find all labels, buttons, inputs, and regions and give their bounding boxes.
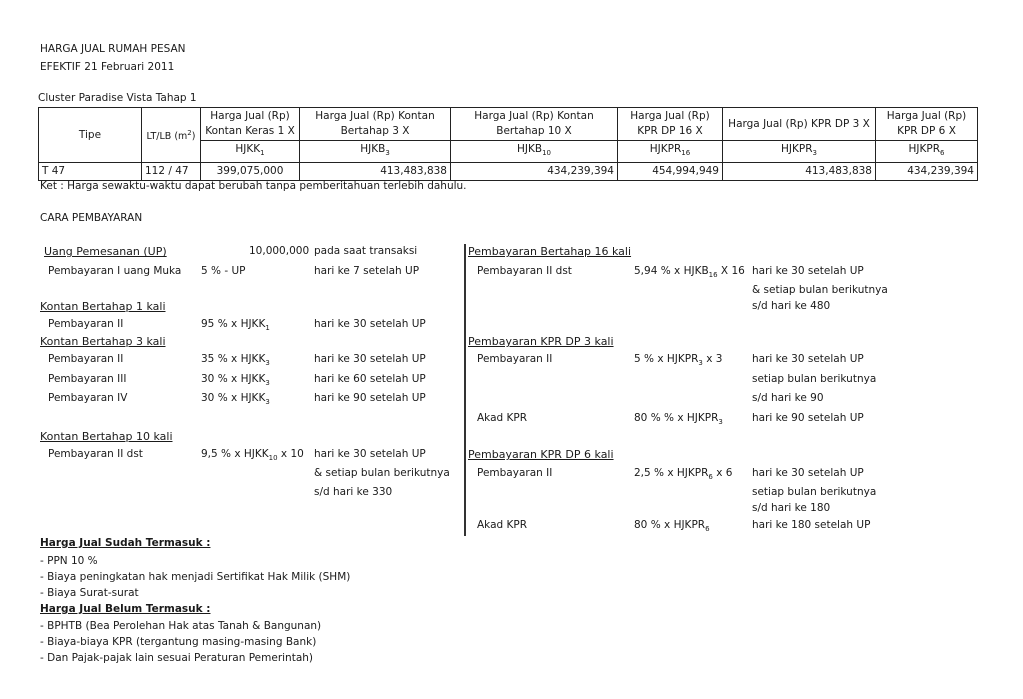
excludes-item: - Dan Pajak-pajak lain sesuai Peraturan Pemerintah)	[40, 652, 314, 664]
excludes-title: Harga Jual Belum Termasuk :	[40, 603, 211, 615]
b16-formula: 5,94 % x $HJKB_{16}$ X 16	[634, 265, 745, 280]
document-title: HARGA JUAL RUMAH PESAN	[40, 43, 186, 55]
kpr6-when: hari ke 30 setelah UP	[752, 467, 864, 479]
includes-item: - Biaya peningkatan hak menjadi Sertifikat Hak Milik (SHM)	[40, 571, 351, 583]
cell-kpr6: 434,239,394	[876, 163, 978, 181]
code-cell: $HJKB_{10}$	[451, 141, 618, 163]
table-header-row	[39, 108, 978, 141]
up-title: Uang Pemesanan (UP)	[44, 245, 167, 258]
kb1-label: Pembayaran II	[48, 318, 124, 330]
cell-kpr3: 413,483,838	[723, 163, 876, 181]
excludes-item: - BPHTB (Bea Perolehan Hak atas Tanah & Bangunan)	[40, 620, 322, 632]
kb10-title: Kontan Bertahap 10 kali	[40, 430, 173, 443]
includes-title: Harga Jual Sudah Termasuk :	[40, 537, 211, 549]
cluster-name: Cluster Paradise Vista Tahap 1	[38, 92, 197, 104]
b16-when: hari ke 30 setelah UP	[752, 265, 864, 277]
b16-label: Pembayaran II dst	[477, 265, 572, 277]
cell-kb10: 434,239,394	[451, 163, 618, 181]
kb3-row-label: Pembayaran IV	[48, 392, 128, 404]
excludes-item: - Biaya-biaya KPR (tergantung masing-masing Bank)	[40, 636, 317, 648]
kpr3-akad-formula: 80 % % x $HJKPR_3$	[634, 412, 723, 427]
includes-item: - PPN 10 %	[40, 555, 98, 567]
kpr3-when: s/d hari ke 90	[752, 392, 824, 404]
kpr6-akad-label: Akad KPR	[477, 519, 528, 531]
kpr6-akad-formula: 80 % x $HJKPR_6$	[634, 519, 710, 534]
col-header-kpr6: Harga Jual (Rp) KPR DP 6 X	[876, 108, 978, 141]
col-header-kb10: Harga Jual (Rp) Kontan Bertahap 10 X	[451, 108, 618, 141]
kpr3-formula: 5 % x $HJKPR_3$ x 3	[634, 353, 723, 368]
up-amount: 10,000,000	[249, 245, 310, 257]
kb10-when: s/d hari ke 330	[314, 486, 393, 498]
includes-item: - Biaya Surat-surat	[40, 587, 139, 599]
kb10-formula: 9,5 % x $HJKK_{10}$ x 10	[201, 448, 304, 463]
price-note: Ket : Harga sewaktu-waktu dapat berubah tanpa pemberitahuan terlebih dahulu.	[40, 180, 467, 192]
kb1-formula: 95 % x $HJKK_1$	[201, 318, 270, 333]
table-row	[39, 163, 978, 181]
cell-kk1: 399,075,000	[201, 163, 300, 181]
column-divider	[464, 244, 466, 536]
col-header-kpr16: Harga Jual (Rp) KPR DP 16 X	[618, 108, 723, 141]
kpr6-title: Pembayaran KPR DP 6 kali	[468, 448, 614, 461]
kpr3-label: Pembayaran II	[477, 353, 553, 365]
kb1-when: hari ke 30 setelah UP	[314, 318, 426, 330]
kpr3-akad-when: hari ke 90 setelah UP	[752, 412, 864, 424]
cell-kpr16: 454,994,949	[618, 163, 723, 181]
b16-title: Pembayaran Bertahap 16 kali	[468, 245, 632, 258]
code-cell: $HJKPR_6$	[876, 141, 978, 163]
up-when: pada saat transaksi	[314, 245, 418, 257]
cell-tipe: T 47	[39, 163, 142, 181]
kpr3-akad-label: Akad KPR	[477, 412, 528, 424]
kpr3-when: setiap bulan berikutnya	[752, 373, 877, 385]
kpr3-title: Pembayaran KPR DP 3 kali	[468, 335, 614, 348]
kb3-title: Kontan Bertahap 3 kali	[40, 335, 166, 348]
kb10-when: hari ke 30 setelah UP	[314, 448, 426, 460]
kpr6-when: setiap bulan berikutnya	[752, 486, 877, 498]
up1-when: hari ke 7 setelah UP	[314, 265, 420, 277]
col-header-tipe: Tipe	[39, 108, 142, 163]
code-cell: $HJKPR_3$	[723, 141, 876, 163]
code-cell: $HJKPR_{16}$	[618, 141, 723, 163]
kpr6-label: Pembayaran II	[477, 467, 553, 479]
kpr6-when: s/d hari ke 180	[752, 502, 831, 514]
price-table	[38, 107, 978, 181]
b16-when: s/d hari ke 480	[752, 300, 831, 312]
kb1-title: Kontan Bertahap 1 kali	[40, 300, 166, 313]
cell-kb3: 413,483,838	[300, 163, 451, 181]
kb3-row-label: Pembayaran II	[48, 353, 124, 365]
kpr6-akad-when: hari ke 180 setelah UP	[752, 519, 871, 531]
kb3-row-when: hari ke 90 setelah UP	[314, 392, 426, 404]
kb3-row-label: Pembayaran III	[48, 373, 127, 385]
kb3-row-formula: 30 % x $HJKK_3$	[201, 373, 270, 388]
b16-when: & setiap bulan berikutnya	[752, 284, 888, 296]
kpr6-formula: 2,5 % x $HJKPR_6$ x 6	[634, 467, 733, 482]
code-cell: $HJKK_1$	[201, 141, 300, 163]
effective-date: EFEKTIF 21 Februari 2011	[40, 61, 175, 73]
cell-ltlb: 112 / 47	[142, 163, 201, 181]
section-title-cara-pembayaran: CARA PEMBAYARAN	[40, 212, 143, 224]
col-header-kk1: Harga Jual (Rp) Kontan Keras 1 X	[201, 108, 300, 141]
code-cell: $HJKB_3$	[300, 141, 451, 163]
up1-formula: 5 % - UP	[201, 265, 246, 277]
col-header-kpr3: Harga Jual (Rp) KPR DP 3 X	[723, 108, 876, 141]
kb3-row-when: hari ke 30 setelah UP	[314, 353, 426, 365]
kb3-row-formula: 30 % x $HJKK_3$	[201, 392, 270, 407]
kb10-label: Pembayaran II dst	[48, 448, 143, 460]
kpr3-when: hari ke 30 setelah UP	[752, 353, 864, 365]
up1-label: Pembayaran I uang Muka	[48, 265, 182, 277]
kb3-row-formula: 35 % x $HJKK_3$	[201, 353, 270, 368]
col-header-ltlb: LT/LB $(m^2)$	[142, 108, 201, 163]
col-header-kb3: Harga Jual (Rp) Kontan Bertahap 3 X	[300, 108, 451, 141]
kb3-row-when: hari ke 60 setelah UP	[314, 373, 426, 385]
kb10-when: & setiap bulan berikutnya	[314, 467, 450, 479]
